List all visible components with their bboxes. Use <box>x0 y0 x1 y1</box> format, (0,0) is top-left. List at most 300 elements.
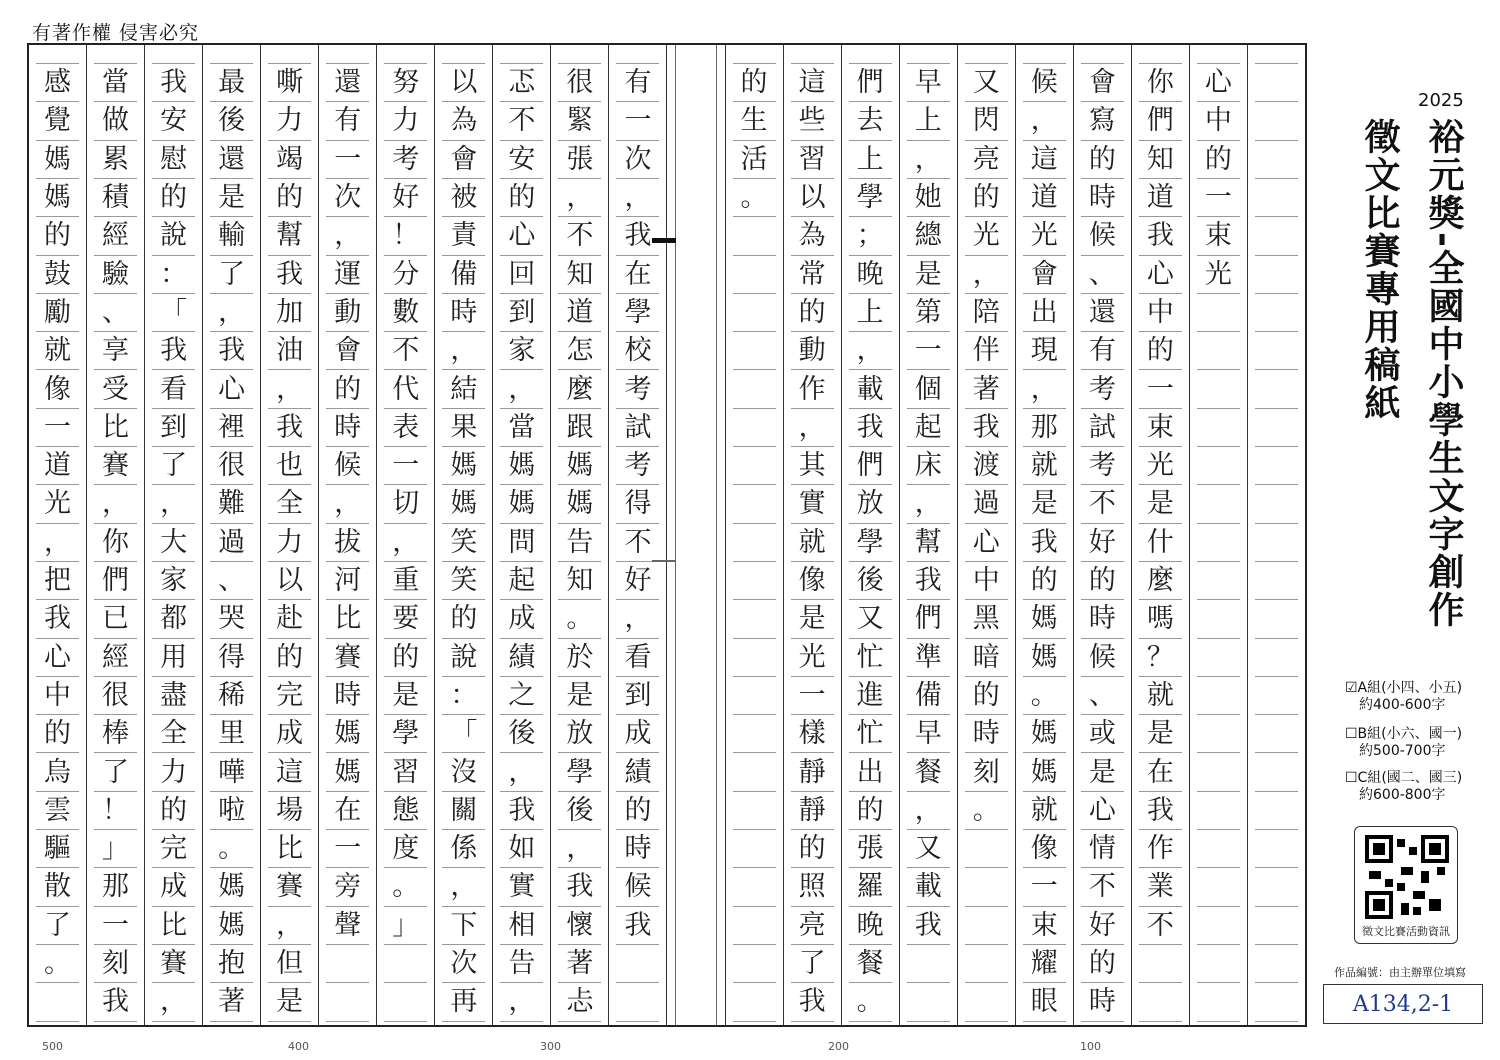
grid-cell <box>1197 714 1240 752</box>
grid-cell <box>36 982 79 1020</box>
grid-cell: 用 <box>152 638 195 676</box>
grid-cell: 上 <box>907 101 950 139</box>
grid-cell: 們 <box>907 599 950 637</box>
grid-cell: 是 <box>1081 752 1124 790</box>
grid-cell: 像 <box>1023 829 1066 867</box>
grid-cell: 責 <box>442 216 485 254</box>
grid-cell: 什 <box>1139 523 1182 561</box>
grid-cell: 著 <box>558 944 601 982</box>
grid-cell <box>1197 638 1240 676</box>
grid-cell: 是 <box>268 982 311 1020</box>
grid-cell: 知 <box>558 255 601 293</box>
grid-cell: 媽 <box>326 714 369 752</box>
grid-cell: 會 <box>1023 255 1066 293</box>
grid-cell: 第 <box>907 293 950 331</box>
grid-cell: 輸 <box>210 216 253 254</box>
writing-column <box>1073 45 1131 1025</box>
grid-cell: 的 <box>791 293 834 331</box>
grid-cell: 媽 <box>36 140 79 178</box>
grid-cell <box>1255 944 1298 982</box>
grid-cell: 我 <box>791 982 834 1020</box>
grid-cell: 竭 <box>268 140 311 178</box>
grid-cell <box>1255 293 1298 331</box>
grid-cell: 後 <box>849 561 892 599</box>
grid-cell: 當 <box>94 63 137 101</box>
grid-cell: 赴 <box>268 599 311 637</box>
grid-cell: 重 <box>384 561 427 599</box>
qr-code-label: 徵文比賽活動資訊 <box>1362 925 1450 938</box>
grid-cell: 束 <box>1139 408 1182 446</box>
grid-cell: 家 <box>152 561 195 599</box>
grid-cell: 放 <box>558 714 601 752</box>
grid-cell: 晚 <box>849 906 892 944</box>
grid-cell: 努 <box>384 63 427 101</box>
grid-cell: 候 <box>1081 216 1124 254</box>
grid-cell: 說 <box>152 216 195 254</box>
grid-cell <box>1255 63 1298 101</box>
grid-cell: 棒 <box>94 714 137 752</box>
grid-cell: 作 <box>791 369 834 407</box>
grid-cell: 不 <box>1139 906 1182 944</box>
group-option-a[interactable] <box>1345 680 1462 714</box>
grid-cell: 心 <box>1081 791 1124 829</box>
grid-cell <box>1197 523 1240 561</box>
grid-cell: 上 <box>849 140 892 178</box>
grid-cell: 中 <box>1197 101 1240 139</box>
grid-cell: 在 <box>326 791 369 829</box>
grid-cell: 力 <box>268 101 311 139</box>
grid-cell: ， <box>94 484 137 522</box>
grid-cell: 大 <box>152 523 195 561</box>
grid-cell: 全 <box>152 714 195 752</box>
grid-cell: 亮 <box>965 140 1008 178</box>
grid-cell <box>733 523 776 561</box>
grid-cell: 賽 <box>94 446 137 484</box>
grid-cell: 這 <box>268 752 311 790</box>
grid-cell: 旁 <box>326 867 369 905</box>
grid-cell <box>1255 791 1298 829</box>
grid-cell <box>1197 791 1240 829</box>
grid-cell: 都 <box>152 599 195 637</box>
grid-cell: 享 <box>94 331 137 369</box>
grid-cell: 光 <box>1023 216 1066 254</box>
grid-cell: 校 <box>616 331 659 369</box>
grid-cell: 學 <box>849 523 892 561</box>
grid-cell: 候 <box>616 867 659 905</box>
grid-cell: ， <box>965 255 1008 293</box>
grid-cell: ， <box>616 599 659 637</box>
grid-cell: 候 <box>1081 638 1124 676</box>
grid-cell: 是 <box>1023 484 1066 522</box>
grid-cell: 又 <box>907 829 950 867</box>
grid-cell: 很 <box>558 63 601 101</box>
grid-cell: 以 <box>791 178 834 216</box>
grid-cell: 運 <box>326 255 369 293</box>
grid-cell: 很 <box>94 676 137 714</box>
grid-cell: 的 <box>500 178 543 216</box>
grid-cell: 比 <box>268 829 311 867</box>
grid-cell: 業 <box>1139 867 1182 905</box>
group-label: ☑A組(小四、小五) <box>1345 680 1463 696</box>
grid-cell: 看 <box>616 638 659 676</box>
grid-cell <box>1197 408 1240 446</box>
grid-cell <box>733 638 776 676</box>
grid-cell: 散 <box>36 867 79 905</box>
grid-cell: 的 <box>1023 561 1066 599</box>
grid-cell: 又 <box>849 599 892 637</box>
grid-cell: 還 <box>326 63 369 101</box>
grid-cell: 「 <box>442 714 485 752</box>
grid-cell <box>733 216 776 254</box>
grid-cell: 我 <box>907 561 950 599</box>
grid-cell: 的 <box>965 178 1008 216</box>
writing-column <box>86 45 144 1025</box>
grid-cell: 把 <box>36 561 79 599</box>
grid-cell: 到 <box>152 408 195 446</box>
grid-cell: 如 <box>500 829 543 867</box>
grid-cell: 跟 <box>558 408 601 446</box>
writing-column <box>550 45 608 1025</box>
grid-cell: 有 <box>616 63 659 101</box>
grid-cell: 羅 <box>849 867 892 905</box>
grid-cell: 媽 <box>1023 714 1066 752</box>
ruler-mark: 300 <box>540 1040 561 1053</box>
grid-cell: 難 <box>210 484 253 522</box>
grid-cell <box>1255 331 1298 369</box>
grid-cell <box>616 944 659 982</box>
writing-column <box>144 45 202 1025</box>
grid-cell: 現 <box>1023 331 1066 369</box>
grid-cell: 媽 <box>558 484 601 522</box>
grid-cell: 表 <box>384 408 427 446</box>
grid-cell: 笑 <box>442 561 485 599</box>
grid-cell: 學 <box>616 293 659 331</box>
grid-cell: 績 <box>616 752 659 790</box>
grid-cell: 麼 <box>1139 561 1182 599</box>
writing-column <box>725 45 783 1025</box>
grid-cell: ， <box>268 369 311 407</box>
grid-cell: ， <box>907 140 950 178</box>
grid-cell: 得 <box>616 484 659 522</box>
ruler-mark: 100 <box>1080 1040 1101 1053</box>
grid-cell: 我 <box>1139 216 1182 254</box>
grid-cell: 試 <box>1081 408 1124 446</box>
grid-cell: ， <box>326 484 369 522</box>
grid-cell: 以 <box>268 561 311 599</box>
grid-cell: 考 <box>616 369 659 407</box>
grid-cell: 作 <box>1139 829 1182 867</box>
grid-cell: 盡 <box>152 676 195 714</box>
grid-cell: 出 <box>1023 293 1066 331</box>
grid-cell: 全 <box>268 484 311 522</box>
grid-cell: 力 <box>384 101 427 139</box>
writing-column <box>202 45 260 1025</box>
grid-cell: 笑 <box>442 523 485 561</box>
grid-cell: 餐 <box>849 944 892 982</box>
grid-cell: 會 <box>326 331 369 369</box>
grid-cell: 績 <box>500 638 543 676</box>
grid-cell: 是 <box>384 676 427 714</box>
grid-cell <box>733 867 776 905</box>
ruler-mark: 200 <box>828 1040 849 1053</box>
grid-cell <box>733 561 776 599</box>
grid-cell: 刻 <box>965 752 1008 790</box>
grid-cell: 晚 <box>849 255 892 293</box>
writing-column <box>29 45 86 1025</box>
writing-column <box>1247 45 1305 1025</box>
grid-cell: 們 <box>849 446 892 484</box>
grid-cell: 的 <box>152 791 195 829</box>
grid-cell: 。 <box>733 178 776 216</box>
grid-cell: 感 <box>36 63 79 101</box>
grid-cell <box>1255 982 1298 1020</box>
grid-cell: 一 <box>384 446 427 484</box>
grid-cell: 嘶 <box>268 63 311 101</box>
grid-cell: 活 <box>733 140 776 178</box>
grid-cell: 果 <box>442 408 485 446</box>
grid-cell: 嘩 <box>210 752 253 790</box>
grid-cell: ！ <box>94 791 137 829</box>
writing-column <box>318 45 376 1025</box>
group-option-b[interactable] <box>1345 726 1462 760</box>
grid-cell: 去 <box>849 101 892 139</box>
grid-cell: ， <box>500 752 543 790</box>
grid-cell: ， <box>36 523 79 561</box>
grid-cell: 眼 <box>1023 982 1066 1020</box>
grid-cell: 得 <box>210 638 253 676</box>
group-word-count: 約400-600字 <box>1359 697 1446 713</box>
grid-cell: ， <box>849 331 892 369</box>
grid-cell: 我 <box>152 331 195 369</box>
grid-cell <box>733 829 776 867</box>
grid-cell: 麼 <box>558 369 601 407</box>
grid-cell: 試 <box>616 408 659 446</box>
grid-cell: 就 <box>1139 676 1182 714</box>
grid-cell: 次 <box>326 178 369 216</box>
grid-cell <box>965 982 1008 1020</box>
grid-cell <box>907 982 950 1020</box>
grid-cell: 勵 <box>36 293 79 331</box>
grid-cell: 但 <box>268 944 311 982</box>
writing-column <box>841 45 899 1025</box>
grid-cell <box>733 408 776 446</box>
grid-cell: 烏 <box>36 752 79 790</box>
grid-cell: 雲 <box>36 791 79 829</box>
grid-cell: 有 <box>326 101 369 139</box>
grid-cell: 沒 <box>442 752 485 790</box>
grid-cell: 驅 <box>36 829 79 867</box>
grid-cell: 力 <box>152 752 195 790</box>
grid-cell: 幫 <box>268 216 311 254</box>
grid-cell <box>1197 561 1240 599</box>
grid-cell <box>965 867 1008 905</box>
grid-cell: 心 <box>1197 63 1240 101</box>
grid-cell: 知 <box>558 561 601 599</box>
grid-cell: 道 <box>36 446 79 484</box>
grid-cell: 就 <box>791 523 834 561</box>
grid-cell: 這 <box>1023 140 1066 178</box>
grid-cell <box>1255 255 1298 293</box>
grid-cell: 完 <box>152 829 195 867</box>
grid-cell <box>1197 331 1240 369</box>
grid-cell: 場 <box>268 791 311 829</box>
grid-cell: 或 <box>1081 714 1124 752</box>
grid-cell: 了 <box>152 446 195 484</box>
grid-cell: 的 <box>1197 140 1240 178</box>
grid-cell: 的 <box>849 791 892 829</box>
grid-cell: 慰 <box>152 140 195 178</box>
grid-cell: ， <box>442 867 485 905</box>
grid-cell: 、 <box>94 293 137 331</box>
grid-cell: ： <box>442 676 485 714</box>
grid-cell: 學 <box>558 752 601 790</box>
center-fold-mark-lower <box>652 560 676 562</box>
grid-cell: 也 <box>268 446 311 484</box>
grid-cell: 累 <box>94 140 137 178</box>
grid-cell: 媽 <box>1023 599 1066 637</box>
grid-cell: 經 <box>94 638 137 676</box>
grid-cell: 束 <box>1197 216 1240 254</box>
grid-cell <box>1139 982 1182 1020</box>
grid-cell <box>733 599 776 637</box>
grid-cell: 緊 <box>558 101 601 139</box>
grid-cell: 媽 <box>1023 752 1066 790</box>
grid-cell <box>1255 867 1298 905</box>
grid-cell: ， <box>500 982 543 1020</box>
grid-cell <box>733 906 776 944</box>
grid-cell: 了 <box>94 752 137 790</box>
grid-cell: 」 <box>94 829 137 867</box>
grid-cell <box>1255 906 1298 944</box>
grid-cell: 我 <box>94 982 137 1020</box>
grid-cell: 一 <box>94 906 137 944</box>
grid-cell <box>1255 216 1298 254</box>
grid-cell: 中 <box>965 561 1008 599</box>
grid-cell: 哭 <box>210 599 253 637</box>
grid-cell: 以 <box>442 63 485 101</box>
grid-cell: 考 <box>384 140 427 178</box>
grid-cell: 時 <box>965 714 1008 752</box>
grid-cell: 媽 <box>36 178 79 216</box>
grid-cell: 再 <box>442 982 485 1020</box>
grid-cell <box>907 944 950 982</box>
grid-cell: 媽 <box>1023 638 1066 676</box>
group-option-c[interactable] <box>1345 770 1462 804</box>
grid-cell <box>1197 599 1240 637</box>
grid-cell: ， <box>326 216 369 254</box>
grid-cell: 時 <box>1081 982 1124 1020</box>
grid-cell: 光 <box>1139 446 1182 484</box>
grid-cell: 媽 <box>210 906 253 944</box>
grid-cell: 媽 <box>558 446 601 484</box>
grid-cell: 驗 <box>94 255 137 293</box>
grid-cell: 閃 <box>965 101 1008 139</box>
grid-cell: 。 <box>849 982 892 1020</box>
grid-cell: 不 <box>384 331 427 369</box>
grid-cell: 好 <box>616 561 659 599</box>
grid-cell: 我 <box>616 906 659 944</box>
qr-code-box[interactable] <box>1354 826 1458 944</box>
grid-cell: 的 <box>1081 561 1124 599</box>
grid-cell: 習 <box>791 140 834 178</box>
grid-cell: 張 <box>849 829 892 867</box>
grid-cell <box>1255 140 1298 178</box>
grid-cell: ， <box>907 791 950 829</box>
grid-cell: 就 <box>1023 791 1066 829</box>
grid-cell: 還 <box>210 140 253 178</box>
grid-cell <box>733 791 776 829</box>
grid-cell: 積 <box>94 178 137 216</box>
grid-cell: 會 <box>442 140 485 178</box>
grid-cell: 相 <box>500 906 543 944</box>
grid-cell: 的 <box>616 791 659 829</box>
grid-cell: 們 <box>94 561 137 599</box>
qr-code-icon <box>1365 835 1449 919</box>
grid-cell: 被 <box>442 178 485 216</box>
grid-cell: 載 <box>849 369 892 407</box>
grid-cell: 出 <box>849 752 892 790</box>
grid-cell: 好 <box>1081 523 1124 561</box>
grid-cell: ！ <box>384 216 427 254</box>
grid-cell: 刻 <box>94 944 137 982</box>
grid-cell <box>1255 752 1298 790</box>
grid-cell: 幫 <box>907 523 950 561</box>
grid-cell: ， <box>268 906 311 944</box>
grid-cell <box>1255 638 1298 676</box>
grid-cell: 關 <box>442 791 485 829</box>
writing-column <box>957 45 1015 1025</box>
grid-cell: 於 <box>558 638 601 676</box>
grid-cell: 聲 <box>326 906 369 944</box>
writing-column <box>376 45 434 1025</box>
grid-cell: 靜 <box>791 752 834 790</box>
grid-cell: 備 <box>442 255 485 293</box>
grid-cell: 她 <box>907 178 950 216</box>
grid-cell: 考 <box>1081 446 1124 484</box>
grid-cell <box>1197 752 1240 790</box>
grid-cell: 後 <box>558 791 601 829</box>
grid-cell: 陪 <box>965 293 1008 331</box>
grid-cell: ， <box>500 369 543 407</box>
grid-cell: 後 <box>210 101 253 139</box>
grid-cell: 、 <box>1081 676 1124 714</box>
grid-cell: 其 <box>791 446 834 484</box>
grid-cell: 為 <box>442 101 485 139</box>
grid-cell: 暗 <box>965 638 1008 676</box>
grid-cell: 問 <box>500 523 543 561</box>
grid-cell: 覺 <box>36 101 79 139</box>
writing-column <box>1189 45 1247 1025</box>
grid-cell: ， <box>1023 369 1066 407</box>
grid-cell: ， <box>907 484 950 522</box>
grid-cell: 早 <box>907 714 950 752</box>
grid-cell: 我 <box>1023 523 1066 561</box>
grid-cell: 考 <box>1081 369 1124 407</box>
grid-cell: 道 <box>1023 178 1066 216</box>
grid-cell <box>1255 178 1298 216</box>
grid-cell <box>1255 829 1298 867</box>
grid-cell: 在 <box>1139 752 1182 790</box>
grid-cell: 樣 <box>791 714 834 752</box>
grid-cell: 媽 <box>500 484 543 522</box>
grid-cell: 時 <box>326 676 369 714</box>
grid-cell: ， <box>791 408 834 446</box>
grid-cell: 油 <box>268 331 311 369</box>
grid-cell: 了 <box>36 906 79 944</box>
grid-cell: 著 <box>210 982 253 1020</box>
grid-cell: 代 <box>384 369 427 407</box>
grid-cell: 、 <box>1081 255 1124 293</box>
